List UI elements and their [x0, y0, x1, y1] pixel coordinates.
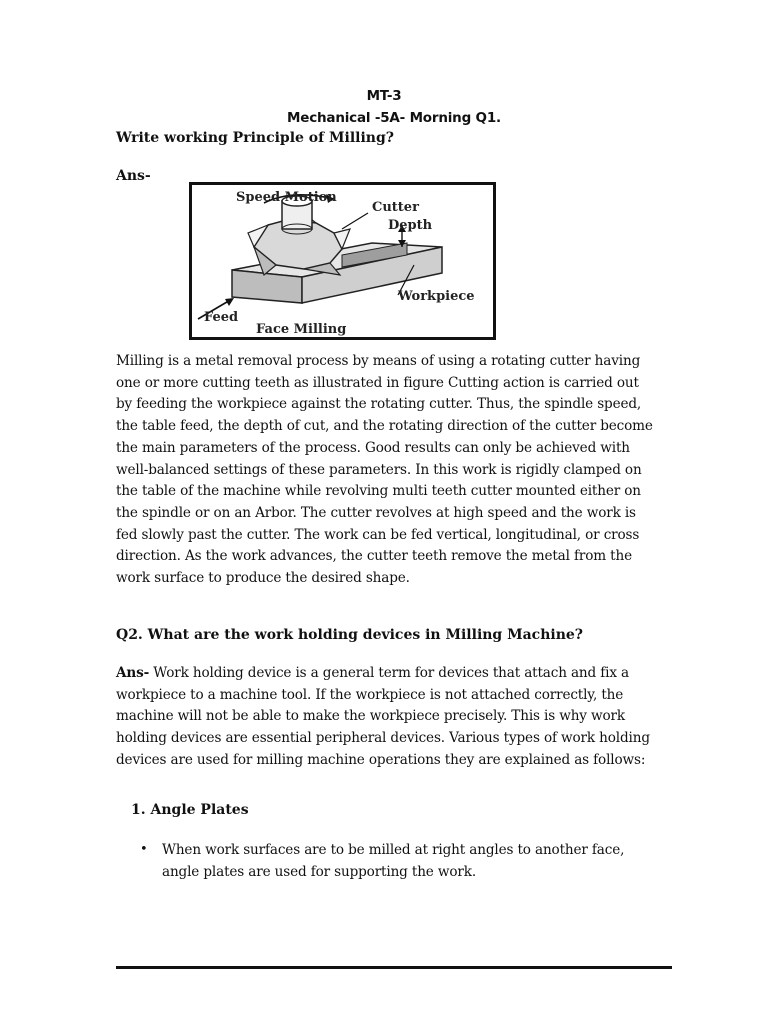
q2-question: Q2. What are the work holding devices in Milling Machine? [116, 627, 583, 643]
label-depth: Depth [388, 218, 433, 233]
footer-rule [116, 966, 672, 969]
cutter-leader-line [342, 213, 368, 229]
q1-ans-label: Ans- [116, 168, 151, 184]
label-feed: Feed [204, 310, 239, 325]
label-face-milling: Face Milling [256, 322, 347, 337]
q1-question: Write working Principle of Milling? [116, 130, 394, 146]
doc-header-subtitle: Mechanical -5A- Morning Q1. [287, 110, 501, 126]
doc-header-code: MT-3 [366, 88, 402, 104]
bullet-icon: • [140, 842, 148, 857]
q2-answer-text: Work holding device is a general term for devices that attach and fix a workpiece to a machine tool. If the workpiece is not attached correctly, the machine will not be able to make the workpiece precisely. This is why work holding devices are essential peripheral devices. Various types of work holding devices are used for milling machine operations they are explained as follows: [116, 665, 650, 768]
q2-ans-label: Ans- [116, 665, 150, 681]
list-heading-angle-plates: 1. Angle Plates [131, 802, 249, 818]
label-workpiece: Workpiece [398, 289, 475, 304]
q2-answer-paragraph [116, 663, 656, 772]
face-milling-diagram [192, 185, 493, 337]
label-speed-motion: Speed Motion [236, 190, 337, 205]
q1-answer-paragraph: Milling is a metal removal process by means of using a rotating cutter having one or more cutting teeth as illustrated in figure Cutting action is carried out by feeding the workpiece against the rotating cutter. Thus, the spindle speed, the table feed, the depth of cut, and the rotating direction of the cutter become the main parameters of the process. Good results can only be achieved with well-balanced settings of these parameters. In this work is rigidly clamped on the table of the machine while revolving multi teeth cutter mounted either on the spindle or on an Arbor. The cutter revolves at high speed and the work is fed slowly past the cutter. The work can be fed vertical, longitudinal, or cross direction. As the work advances, the cutter teeth remove the metal from the work surface to produce the desired shape. [116, 353, 653, 587]
label-cutter: Cutter [372, 200, 419, 215]
bullet-text: When work surfaces are to be milled at right angles to another face, angle plates are used for supporting the work. [162, 842, 625, 880]
face-milling-figure [189, 182, 496, 340]
